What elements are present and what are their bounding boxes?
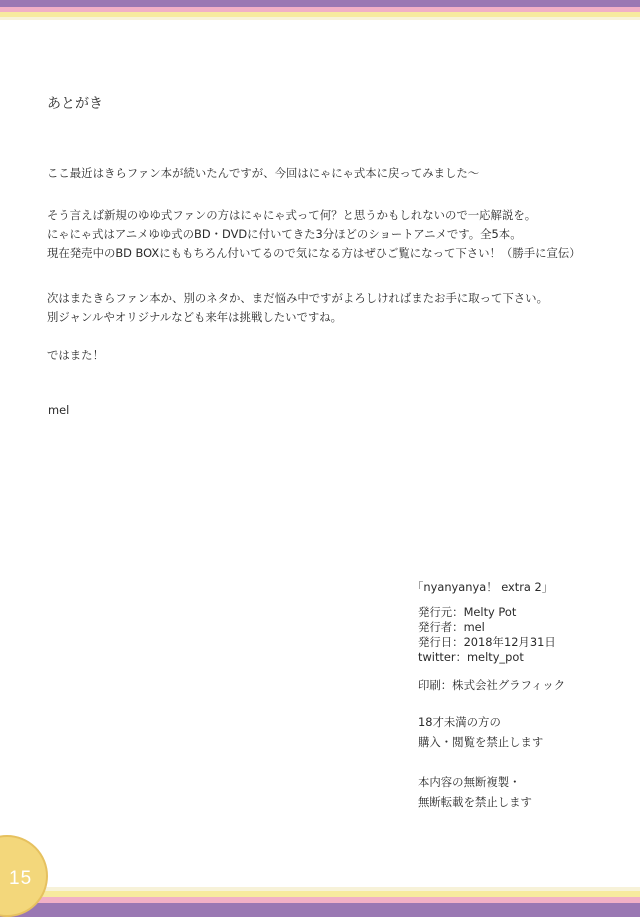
printer-line: 印刷：株式会社グラフィック [418,678,566,692]
date-line: 発行日：2018年12月31日 [418,635,556,649]
text-line: にゃにゃ式はアニメゆゆ式のBD・DVDに付いてきた3分ほどのショートアニメです。全5本。 [47,227,522,241]
publisher-line: 発行元：Melty Pot [418,605,517,619]
publication-info [418,605,565,665]
paragraph-1 [47,164,479,183]
notice-line: 18才未満の方の [418,715,501,729]
text-line: そう言えば新規のゆゆ式ファンの方はにゃにゃ式って何？と思うかもしれないので一応解説を。 [47,208,537,222]
notice-line: 無断転載を禁止します [418,795,532,809]
notice-line: 購入・閲覧を禁止します [418,735,544,749]
age-notice [418,712,565,752]
paragraph-3 [47,289,548,327]
twitter-line: twitter：melty_pot [418,650,524,664]
page-number: 15 [9,868,33,889]
rights-notice [418,772,565,812]
notice-line: 本内容の無断複製・ [418,775,521,789]
author-line: 発行者：mel [418,620,485,634]
paragraph-2 [47,206,581,263]
text-line: 現在発売中のBD BOXにももちろん付いてるので気になる方はぜひご覧になって下さい！（勝手に宣伝） [47,246,581,260]
top-decorative-band [0,0,640,26]
text-line: ここ最近はきらファン本が続いたんですが、今回はにゃにゃ式本に戻ってみました～ [47,166,480,180]
colophon [412,580,565,812]
text-line: 次はまたきらファン本か、別のネタか、まだ悩み中ですがよろしければまたお手に取って下さい。 [47,291,548,305]
paragraph-4 [47,346,104,365]
signature: mel [48,403,70,417]
bottom-decorative-band [0,887,640,917]
page-heading: あとがき [47,96,103,112]
text-line: ではまた！ [47,348,104,362]
book-title: 「nyanyanya！ extra 2」 [412,580,554,594]
text-line: 別ジャンルやオリジナルなども来年は挑戦したいですね。 [47,310,343,324]
